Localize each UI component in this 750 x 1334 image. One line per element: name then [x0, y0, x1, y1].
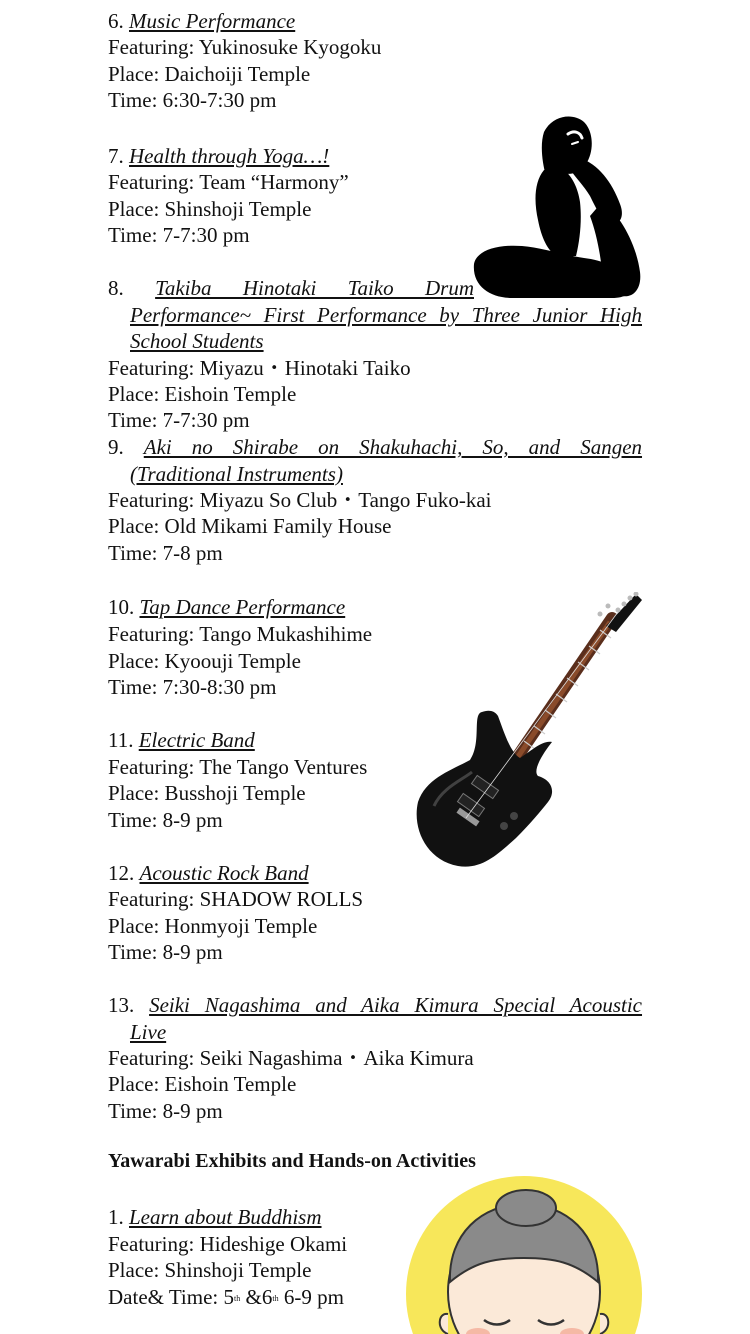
event-number: 9. — [108, 435, 124, 459]
event-number: 6. — [108, 9, 124, 33]
event-number: 12. — [108, 861, 135, 885]
event-title-link[interactable]: School Students — [130, 329, 264, 353]
event-featuring: Featuring: SHADOW ROLLS — [108, 887, 364, 911]
event-place: Place: Shinshoji Temple — [108, 197, 312, 221]
event-title-link[interactable]: Aki no Shirabe on Shakuhachi, So, and Sangen — [143, 435, 643, 459]
exhibit-date-time: Date& Time: 5th &6th 6-9 pm — [108, 1285, 344, 1309]
event-number: 7. — [108, 144, 124, 168]
event-time: Time: 7-7:30 pm — [108, 408, 250, 432]
monk-face-icon — [404, 1174, 644, 1334]
event-place: Place: Eishoin Temple — [108, 382, 297, 406]
exhibit-place: Place: Shinshoji Temple — [108, 1258, 312, 1282]
event-number: 11. — [108, 728, 134, 752]
event-place: Place: Old Mikami Family House — [108, 514, 392, 538]
event-11-heading — [108, 727, 255, 753]
event-number: 8. — [108, 276, 124, 300]
section-heading: Yawarabi Exhibits and Hands-on Activities — [108, 1150, 476, 1172]
event-title-link[interactable]: Health through Yoga…! — [129, 144, 330, 168]
event-title-link[interactable]: Seiki Nagashima and Aika Kimura Special Acoustic — [149, 993, 643, 1017]
event-place: Place: Kyoouji Temple — [108, 649, 301, 673]
event-time: Time: 7:30-8:30 pm — [108, 675, 277, 699]
event-time: Time: 7-7:30 pm — [108, 223, 250, 247]
event-featuring: Featuring: The Tango Ventures — [108, 755, 368, 779]
event-featuring: Featuring: Team “Harmony” — [108, 170, 349, 194]
event-9-heading — [108, 434, 642, 487]
exhibit-title-link[interactable]: Learn about Buddhism — [129, 1205, 322, 1229]
event-time: Time: 8-9 pm — [108, 808, 223, 832]
event-featuring: Featuring: Tango Mukashihime — [108, 622, 373, 646]
exhibit-1-heading — [108, 1204, 322, 1230]
event-number: 10. — [108, 595, 135, 619]
event-place: Place: Busshoji Temple — [108, 781, 306, 805]
event-title-link[interactable]: Music Performance — [129, 9, 296, 33]
event-time: Time: 6:30-7:30 pm — [108, 88, 277, 112]
event-time: Time: 8-9 pm — [108, 940, 223, 964]
event-place: Place: Daichoiji Temple — [108, 62, 311, 86]
event-title-link[interactable]: Performance~ First Performance by Three Junior High — [130, 302, 642, 327]
event-10-heading — [108, 594, 345, 620]
event-time: Time: 8-9 pm — [108, 1099, 223, 1123]
exhibit-featuring: Featuring: Hideshige Okami — [108, 1232, 348, 1256]
event-featuring: Featuring: Miyazu・Hinotaki Taiko — [108, 356, 411, 380]
event-number: 13. — [108, 993, 135, 1017]
event-title-link[interactable]: Takiba Hinotaki Taiko Drum — [155, 276, 474, 300]
yoga-silhouette-icon — [472, 112, 644, 300]
event-13-heading — [108, 992, 642, 1045]
event-place: Place: Honmyoji Temple — [108, 914, 318, 938]
event-12-heading — [108, 860, 309, 886]
event-place: Place: Eishoin Temple — [108, 1072, 297, 1096]
event-title-link[interactable]: Tap Dance Performance — [139, 595, 346, 619]
event-featuring: Featuring: Yukinosuke Kyogoku — [108, 35, 382, 59]
exhibit-number: 1. — [108, 1205, 124, 1229]
event-title-link[interactable]: Live — [130, 1019, 167, 1044]
event-time: Time: 7-8 pm — [108, 541, 223, 565]
event-title-link[interactable]: Electric Band — [138, 728, 255, 752]
event-featuring: Featuring: Seiki Nagashima・Aika Kimura — [108, 1046, 474, 1070]
electric-guitar-icon — [412, 592, 644, 872]
event-featuring: Featuring: Miyazu So Club・Tango Fuko-kai — [108, 488, 492, 512]
event-7-heading — [108, 143, 329, 169]
event-6-heading — [108, 8, 295, 34]
event-title-link[interactable]: Acoustic Rock Band — [139, 861, 309, 885]
event-title-link[interactable]: (Traditional Instruments) — [130, 461, 343, 486]
